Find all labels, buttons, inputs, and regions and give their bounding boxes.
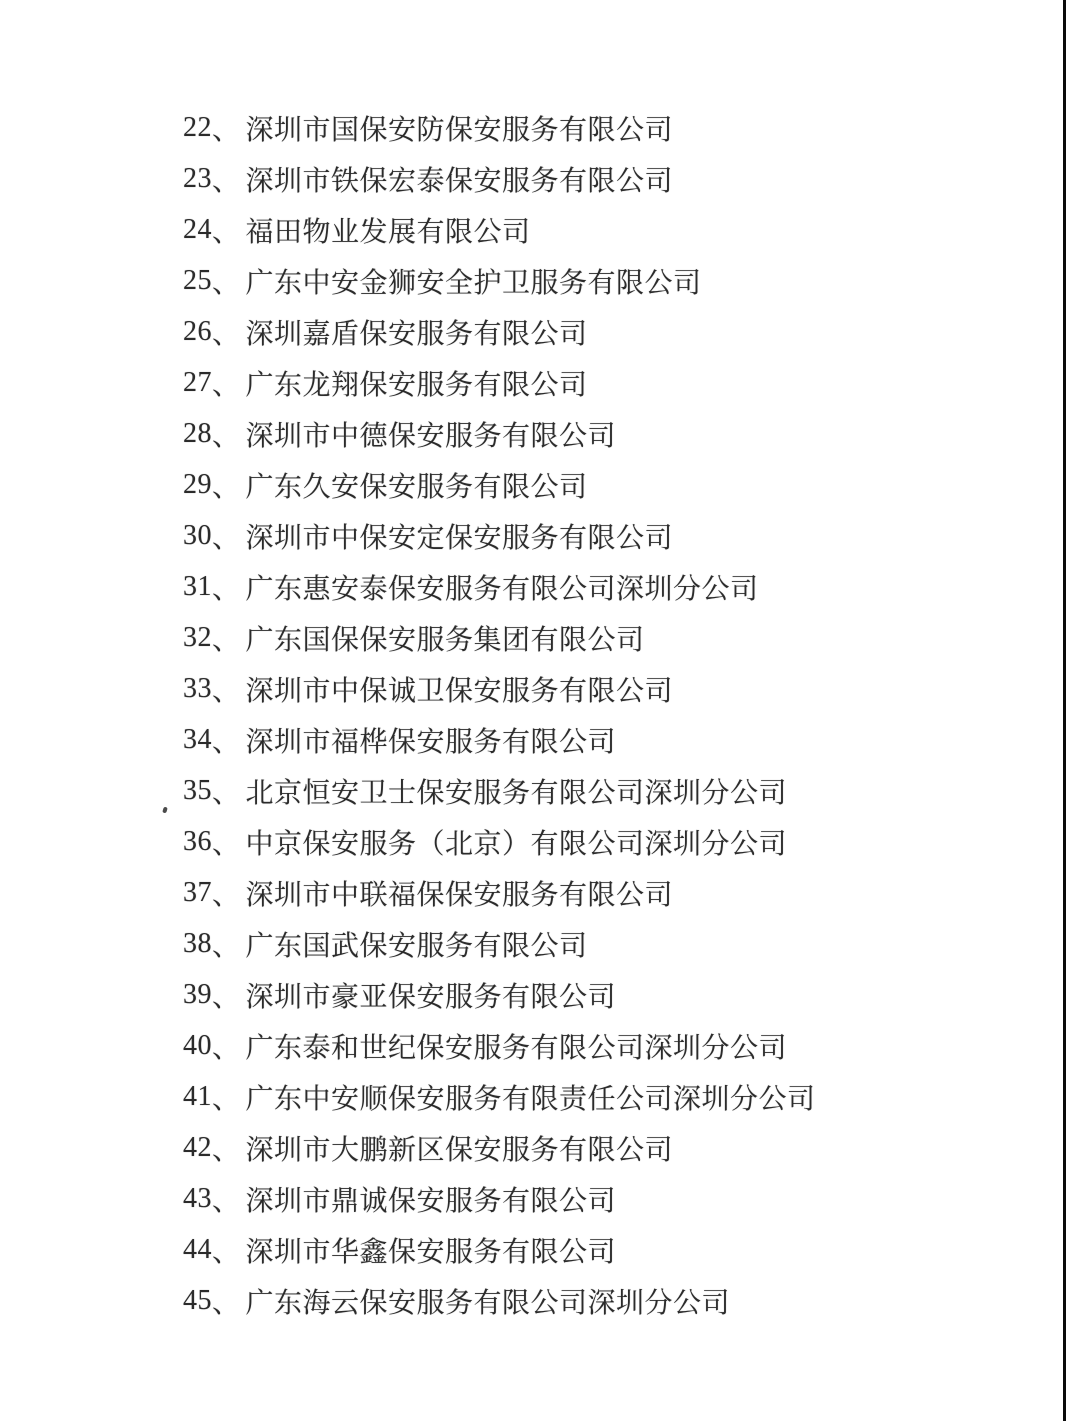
- item-separator: 、: [212, 981, 241, 1013]
- list-item: [183, 867, 1068, 918]
- company-name: 深圳市鼎诚保安服务有限公司: [245, 1185, 617, 1217]
- item-number: 40: [183, 1029, 212, 1061]
- item-separator: 、: [212, 675, 241, 707]
- item-number: 29: [183, 468, 212, 500]
- item-number: 32: [183, 621, 212, 653]
- list-item: [183, 612, 1068, 663]
- item-separator: 、: [212, 420, 241, 452]
- company-name: 深圳市中保安定保安服务有限公司: [245, 522, 674, 554]
- list-item: [183, 255, 1068, 306]
- list-item: [183, 510, 1068, 561]
- item-number: 27: [183, 366, 212, 398]
- list-item: [183, 765, 1068, 816]
- company-name: 广东中安金狮安全护卫服务有限公司: [245, 267, 702, 299]
- item-separator: 、: [212, 1032, 241, 1064]
- list-item: [183, 1071, 1068, 1122]
- list-item: [183, 459, 1068, 510]
- company-name: 广东国武保安服务有限公司: [245, 930, 588, 962]
- company-name: 福田物业发展有限公司: [245, 216, 531, 248]
- item-separator: 、: [212, 1287, 241, 1319]
- item-number: 26: [183, 315, 212, 347]
- company-name: 广东泰和世纪保安服务有限公司深圳分公司: [245, 1032, 788, 1064]
- item-separator: 、: [212, 777, 241, 809]
- item-number: 25: [183, 264, 212, 296]
- item-number: 36: [183, 825, 212, 857]
- item-number: 34: [183, 723, 212, 755]
- list-item: [183, 153, 1068, 204]
- item-separator: 、: [212, 624, 241, 656]
- item-separator: 、: [212, 1083, 241, 1115]
- item-separator: 、: [212, 1134, 241, 1166]
- item-number: 43: [183, 1182, 212, 1214]
- list-item: [183, 204, 1068, 255]
- item-number: 39: [183, 978, 212, 1010]
- list-item: [183, 408, 1068, 459]
- item-separator: 、: [212, 828, 241, 860]
- list-item: [183, 663, 1068, 714]
- company-name: 深圳市中德保安服务有限公司: [245, 420, 617, 452]
- item-separator: 、: [212, 930, 241, 962]
- item-separator: 、: [212, 369, 241, 401]
- list-item: [183, 714, 1068, 765]
- company-name: 深圳市中保诚卫保安服务有限公司: [245, 675, 674, 707]
- list-item: [183, 102, 1068, 153]
- list-item: [183, 918, 1068, 969]
- company-name: 广东久安保安服务有限公司: [245, 471, 588, 503]
- list-item: [183, 969, 1068, 1020]
- item-separator: 、: [212, 726, 241, 758]
- company-name: 深圳市福桦保安服务有限公司: [245, 726, 617, 758]
- item-separator: 、: [212, 216, 241, 248]
- scan-edge-line: [1063, 0, 1066, 1421]
- list-item: [183, 1020, 1068, 1071]
- company-name: 深圳市豪亚保安服务有限公司: [245, 981, 617, 1013]
- company-name: 深圳市中联福保保安服务有限公司: [245, 879, 674, 911]
- company-name: 深圳嘉盾保安服务有限公司: [245, 318, 588, 350]
- company-name: 深圳市国保安防保安服务有限公司: [245, 114, 674, 146]
- item-number: 30: [183, 519, 212, 551]
- item-number: 37: [183, 876, 212, 908]
- company-name: 广东龙翔保安服务有限公司: [245, 369, 588, 401]
- item-separator: 、: [212, 114, 241, 146]
- item-number: 44: [183, 1233, 212, 1265]
- item-number: 31: [183, 570, 212, 602]
- company-name: 北京恒安卫士保安服务有限公司深圳分公司: [245, 777, 788, 809]
- item-separator: 、: [212, 522, 241, 554]
- item-separator: 、: [212, 573, 241, 605]
- list-item: [183, 306, 1068, 357]
- company-name: 深圳市铁保宏泰保安服务有限公司: [245, 165, 674, 197]
- list-item: [183, 561, 1068, 612]
- company-name: 中京保安服务（北京）有限公司深圳分公司: [245, 828, 788, 860]
- list-item: [183, 1122, 1068, 1173]
- company-name: 广东中安顺保安服务有限责任公司深圳分公司: [245, 1083, 816, 1115]
- item-number: 42: [183, 1131, 212, 1163]
- item-separator: 、: [212, 1185, 241, 1217]
- item-separator: 、: [212, 318, 241, 350]
- company-name: 深圳市大鹏新区保安服务有限公司: [245, 1134, 674, 1166]
- item-number: 38: [183, 927, 212, 959]
- list-item: [183, 1224, 1068, 1275]
- item-separator: 、: [212, 879, 241, 911]
- list-item: [183, 816, 1068, 867]
- item-number: 41: [183, 1080, 212, 1112]
- item-number: 22: [183, 111, 212, 143]
- item-separator: 、: [212, 471, 241, 503]
- item-number: 35: [183, 774, 212, 806]
- company-name: 广东惠安泰保安服务有限公司深圳分公司: [245, 573, 759, 605]
- company-name: 深圳市华鑫保安服务有限公司: [245, 1236, 617, 1268]
- item-number: 24: [183, 213, 212, 245]
- item-separator: 、: [212, 165, 241, 197]
- company-name: 广东国保保安服务集团有限公司: [245, 624, 645, 656]
- list-item: [183, 357, 1068, 408]
- item-number: 45: [183, 1284, 212, 1316]
- item-number: 33: [183, 672, 212, 704]
- item-number: 28: [183, 417, 212, 449]
- list-item: [183, 1173, 1068, 1224]
- item-separator: 、: [212, 1236, 241, 1268]
- company-name: 广东海云保安服务有限公司深圳分公司: [245, 1287, 731, 1319]
- list-item: [183, 1275, 1068, 1326]
- item-separator: 、: [212, 267, 241, 299]
- item-number: 23: [183, 162, 212, 194]
